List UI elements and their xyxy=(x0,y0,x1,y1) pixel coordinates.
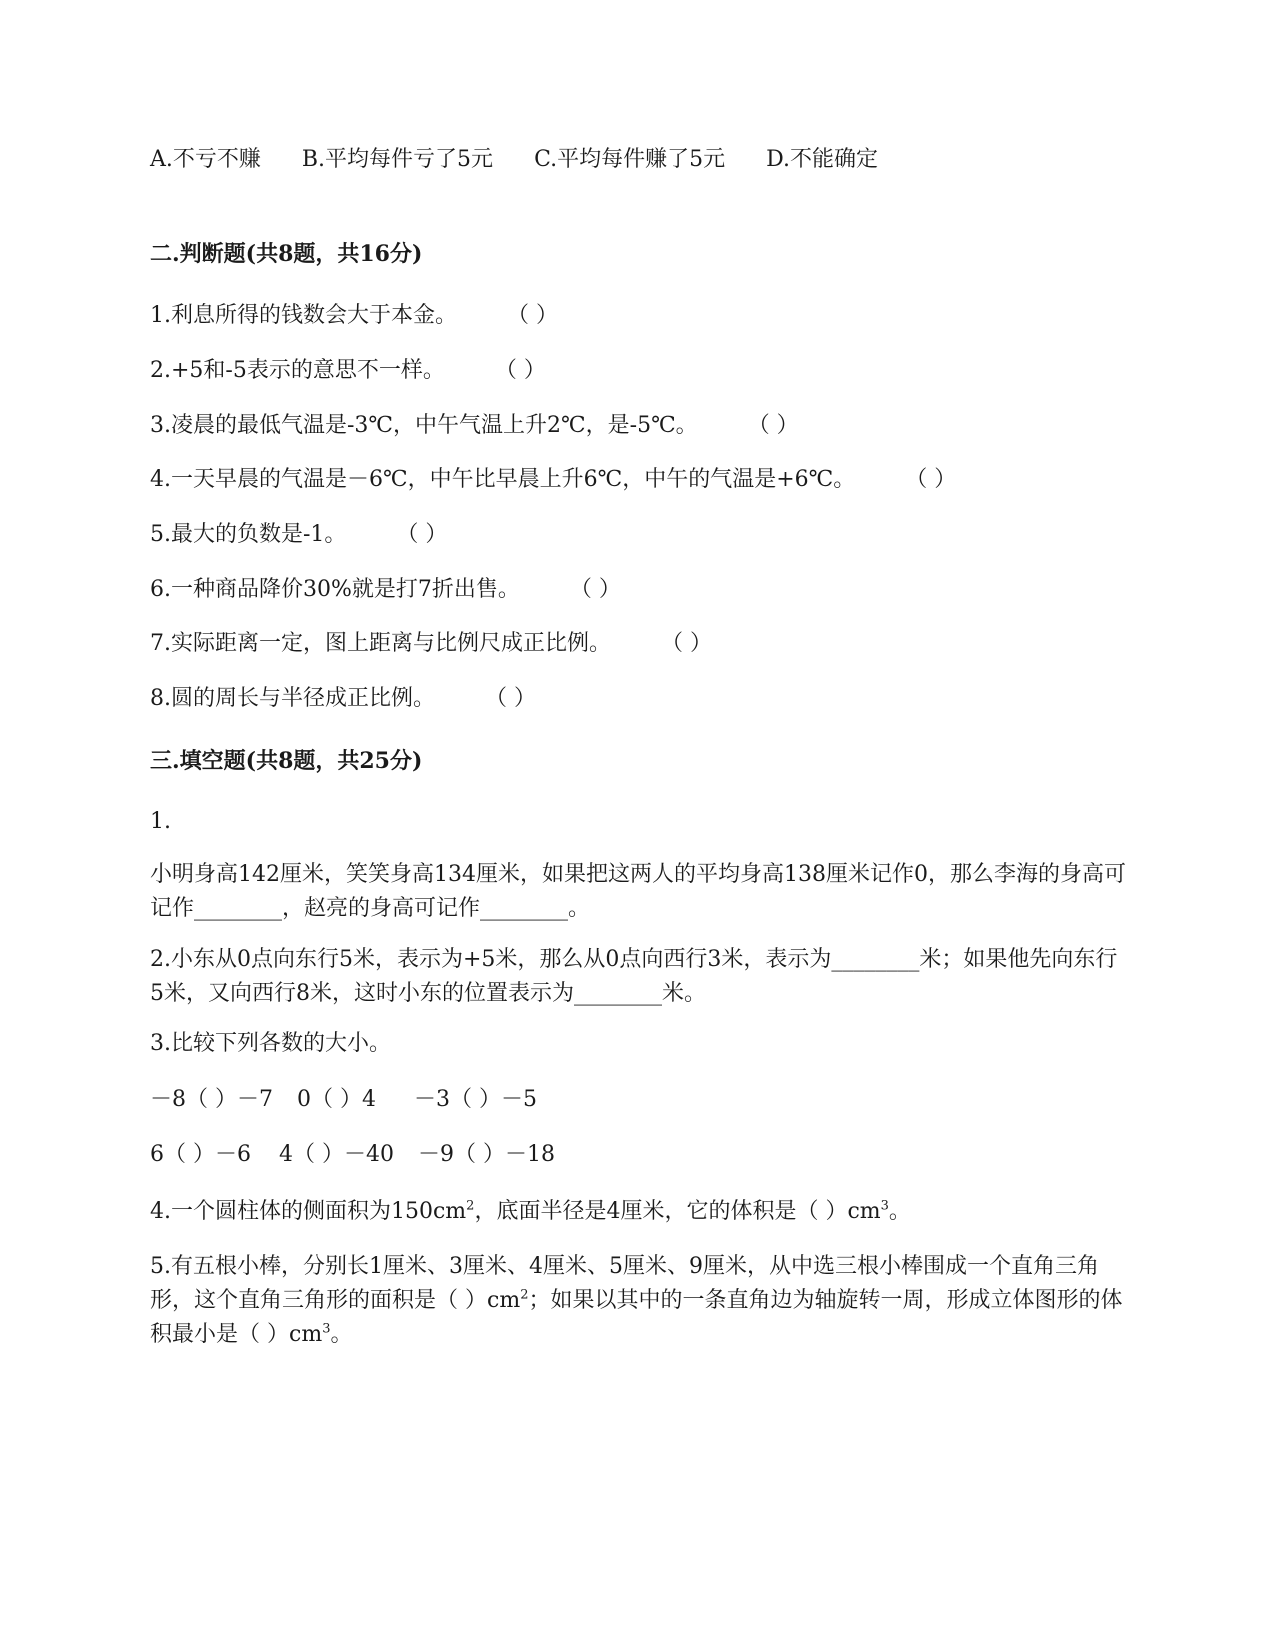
compare-item: －3（ ）－5 xyxy=(414,1087,537,1112)
judgment-text: 7.实际距离一定，图上距离与比例尺成正比例。 xyxy=(150,631,611,656)
choice-b: B.平均每件亏了5元 xyxy=(301,147,494,172)
judgment-item-8 xyxy=(150,683,536,715)
fill-question-4-text: 4.一个圆柱体的侧面积为$150cm^2$，底面半径是4厘米，它的体积是（ ）$cm^3$。 xyxy=(150,1198,911,1224)
fill-question-5-text: 5.有五根小棒，分别长1厘米、3厘米、4厘米、5厘米、9厘米，从中选三根小棒围成一个直角三角形，这个直角三角形的面积是（ ）$cm^2$；如果以其中的一条直角边为轴旋转一周，形成立体图形的体积最小是（ ）$cm^3$。 xyxy=(150,1254,1123,1347)
judgment-text: 2.+5和-5表示的意思不一样。 xyxy=(150,358,445,383)
answer-paren: （ ） xyxy=(569,577,621,602)
judgment-item-3 xyxy=(150,410,799,442)
judgment-text: 5.最大的负数是-1。 xyxy=(150,522,347,547)
fill-question-1-text: 小明身高142厘米，笑笑身高134厘米，如果把这两人的平均身高138厘米记作0，那么李海的身高可记作________，赵亮的身高可记作________。 xyxy=(150,862,1126,921)
answer-paren: （ ） xyxy=(494,358,546,383)
fill-question-2-text: 2.小东从0点向东行5米，表示为+5米，那么从0点向西行3米，表示为________米；如果他先向东行5米，又向西行8米，这时小东的位置表示为________米。 xyxy=(150,947,1118,1006)
choice-c: C.平均每件赚了5元 xyxy=(534,147,726,172)
judgment-item-4 xyxy=(150,464,956,496)
judgment-text: 4.一天早晨的气温是－6℃，中午比早晨上升6℃，中午的气温是+6℃。 xyxy=(150,467,856,492)
answer-paren: （ ） xyxy=(905,467,957,492)
judgment-item-2 xyxy=(150,355,546,387)
answer-choices xyxy=(150,144,912,176)
compare-row-1 xyxy=(150,1084,537,1116)
answer-paren: （ ） xyxy=(747,413,799,438)
choice-d: D.不能确定 xyxy=(766,147,878,172)
compare-item: －9（ ）－18 xyxy=(418,1142,555,1167)
choice-a: A.不亏不赚 xyxy=(150,147,261,172)
fill-question-1-number: 1. xyxy=(150,809,171,834)
section-heading-fill-blank: 三.填空题(共8题，共25分) xyxy=(150,748,423,774)
answer-paren: （ ） xyxy=(396,522,448,547)
compare-item: －8（ ）－7 xyxy=(150,1087,273,1112)
answer-paren: （ ） xyxy=(661,631,712,656)
judgment-text: 6.一种商品降价30%就是打7折出售。 xyxy=(150,577,520,602)
compare-item: 6（ ）－6 xyxy=(150,1142,251,1167)
answer-paren: （ ） xyxy=(507,303,558,328)
compare-row-2 xyxy=(150,1139,555,1171)
fill-question-3-text: 3.比较下列各数的大小。 xyxy=(150,1031,391,1056)
compare-item: 0（ ）4 xyxy=(297,1087,376,1112)
answer-paren: （ ） xyxy=(485,686,536,711)
judgment-text: 1.利息所得的钱数会大于本金。 xyxy=(150,303,457,328)
judgment-item-7 xyxy=(150,628,712,660)
judgment-item-6 xyxy=(150,574,621,606)
judgment-item-1 xyxy=(150,300,558,332)
judgment-text: 3.凌晨的最低气温是-3℃，中午气温上升2℃，是-5℃。 xyxy=(150,413,698,438)
compare-item: 4（ ）－40 xyxy=(279,1142,394,1167)
judgment-text: 8.圆的周长与半径成正比例。 xyxy=(150,686,435,711)
judgment-item-5 xyxy=(150,519,447,551)
section-heading-judgment: 二.判断题(共8题，共16分) xyxy=(150,241,423,267)
